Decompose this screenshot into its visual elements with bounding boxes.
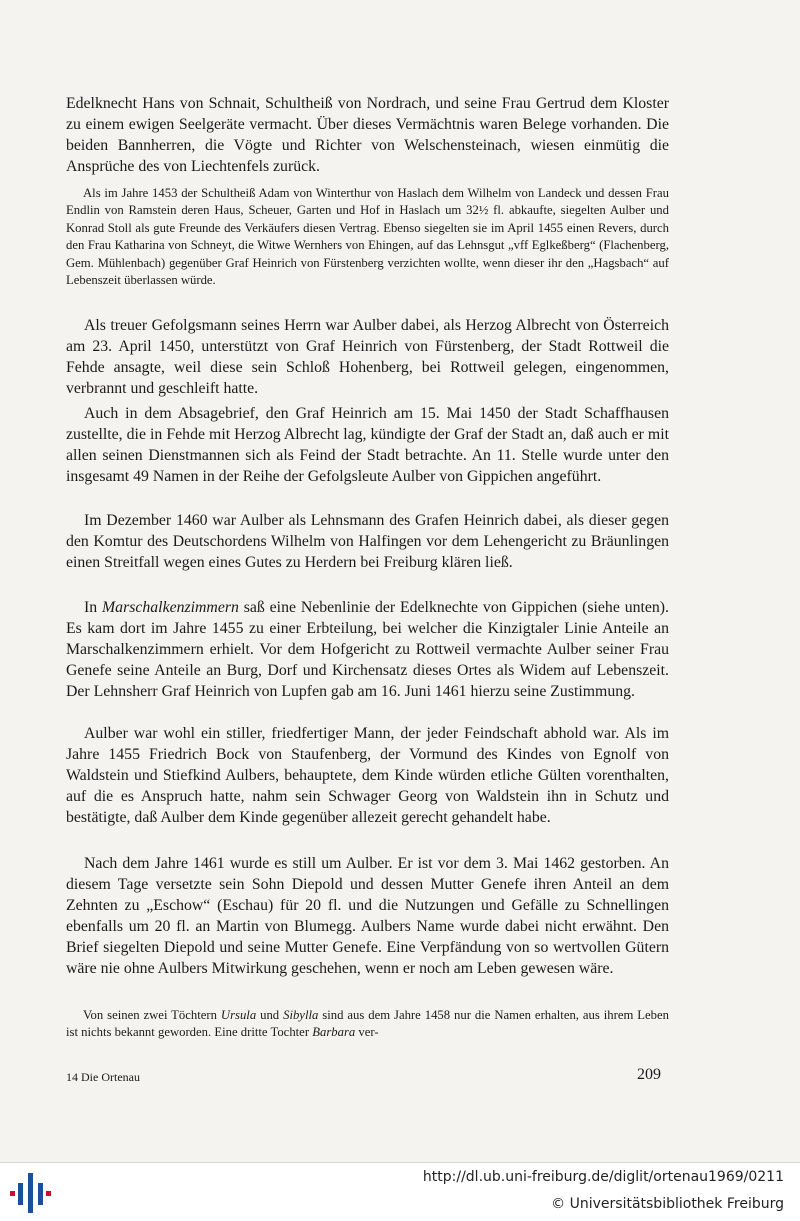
page-number: 209 [637, 1066, 661, 1083]
footnote-2-mid: und [256, 1008, 284, 1022]
copyright-notice: © Universitätsbibliothek Freiburg [551, 1196, 784, 1212]
paragraph-2: Als treuer Gefolgsmann seines Herrn war Aulber dabei, als Herzog Albrecht von Österreich am 23. April 1450, unterstützt von Graf Heinrich von Fürstenberg, der Stadt Rottweil die Fehde ansagte, weil diese sein Schloß Hohenberg, bei Rottweil gelegen, eingenommen, verbrannt und geschleift hatte. [66, 317, 669, 398]
paragraph-5-lead: In [84, 599, 103, 616]
paragraph-4: Im Dezember 1460 war Aulber als Lehnsmann des Grafen Heinrich dabei, als dieser gegen den Komtur des Deutschordens Wilhelm von Halfingen vor dem Lehengericht zu Bräunlingen einen Streitfall wegen eines Gutes zu Herdern bei Freiburg klären ließ. [66, 512, 669, 572]
name-barbara: Barbara [312, 1025, 356, 1040]
footnote-2-body: sind aus dem Jahre 1458 nur die Namen erhalten, aus ihrem Leben ist nichts bekannt geworden. Eine dritte Tochter [66, 1008, 670, 1040]
page-signature: 14 Die Ortenau [66, 1070, 140, 1084]
paragraph-1: Edelknecht Hans von Schnait, Schultheiß von Nordrach, und seine Frau Gertrud dem Kloster zu einem ewigen Seelgeräte vermacht. Über dieses Vermächtnis waren Belege vorhanden. Die beiden Bannherren, die Vögte und Richter von Welschensteinach, wiesen einmütig die Ansprüche des von Liechtenfels zurück. [66, 95, 669, 176]
document-url-link[interactable]: http://dl.ub.uni-freiburg.de/diglit/ortenau1969/0211 [422, 1169, 784, 1185]
place-name-marschalkenzimmern: Marschalkenzimmern [102, 599, 239, 616]
paragraph-6: Aulber war wohl ein stiller, friedfertiger Mann, der jeder Feindschaft abhold war. Als im Jahre 1455 Friedrich Bock von Staufenberg, der Vormund des Kindes von Egnolf von Waldstein und Stiefkind Aulbers, behauptete, dem Kinde würden etliche Gülten vorenthalten, auf die es Anspruch hatte, nahm sein Schwager Georg von Waldstein ihn in Schutz und bestätigte, daß Aulber dem Kinde gegenüber allezeit gerecht gehandelt habe. [66, 725, 669, 827]
paragraph-5-body: saß eine Nebenlinie der Edelknechte von Gippichen (siehe unten). Es kam dort im Jahre 1455 zu einer Erbteilung, bei welcher die Kinzigtaler Linie Anteile an Marschalkenzimmern erhielt. Vor dem Hofgericht zu Rottweil vermachte Aulber seiner Frau Genefe seine Anteile an Burg, Dorf und Kirchensatz dieses Ortes als Widem auf Lebenszeit. Der Lehnsherr Graf Heinrich von Lupfen gab am 16. Juni 1461 hierzu seine Zustimmung. [66, 599, 669, 701]
footnote-paragraph-2 [66, 1007, 669, 1042]
footnote-paragraph-1: Als im Jahre 1453 der Schultheiß Adam von Winterthur von Haslach dem Wilhelm von Landeck und dessen Frau Endlin von Ramstein deren Haus, Scheuer, Garten und Hof in Haslach um 32½ fl. abkaufte, siegelten Aulber und Konrad Stoll als gute Freunde des Verkäufers diesen Vertrag. Ebenso siegelten sie im April 1455 einen Revers, durch den Frau Katharina von Schneyt, die Witwe Wernhers von Ehingen, auf das Lehnsgut „vff Eglkeßberg“ (Flachenberg, Gem. Mühlenbach) gegenüber Graf Heinrich von Fürstenberg verzichten wollte, wenn dieser ihr den „Hagsbach“ auf Lebenszeit überlassen würde. [66, 186, 669, 288]
name-sibylla: Sibylla [283, 1008, 319, 1022]
paragraph-5 [66, 597, 669, 702]
paragraph-3: Auch in dem Absagebrief, den Graf Heinrich am 15. Mai 1450 der Stadt Schaffhausen zustellte, die in Fehde mit Herzog Albrecht lag, kündigte der Graf der Stadt an, daß auch er mit allen seinen Dienstmannen sich als Feind der Stadt betrachte. An 11. Stelle wurde unter den insgesamt 49 Namen in der Reihe der Gefolgsleute Aulber von Gippichen angeführt. [66, 405, 669, 486]
footnote-2-lead: Von seinen zwei Töchtern [83, 1008, 221, 1022]
university-library-logo-icon [10, 1171, 54, 1215]
footnote-2-end: ver- [355, 1025, 379, 1040]
library-footer-bar [0, 1162, 800, 1221]
name-ursula: Ursula [220, 1008, 257, 1022]
paragraph-7: Nach dem Jahre 1461 wurde es still um Aulber. Er ist vor dem 3. Mai 1462 gestorben. An diesem Tage versetzte sein Sohn Diepold und dessen Mutter Genefe ihren Anteil an dem Zehnten zu „Eschow“ (Eschau) für 20 fl. und die Nutzungen und Gefälle zu Schnellingen ebenfalls um 20 fl. an Martin von Blumegg. Aulbers Name wurde dabei nicht erwähnt. Den Brief siegelten Diepold und seine Mutter Genefe. Eine Verpfändung von so wertvollen Gütern wäre nie ohne Aulbers Mitwirkung geschehen, wenn er noch am Leben gewesen wäre. [66, 855, 669, 978]
